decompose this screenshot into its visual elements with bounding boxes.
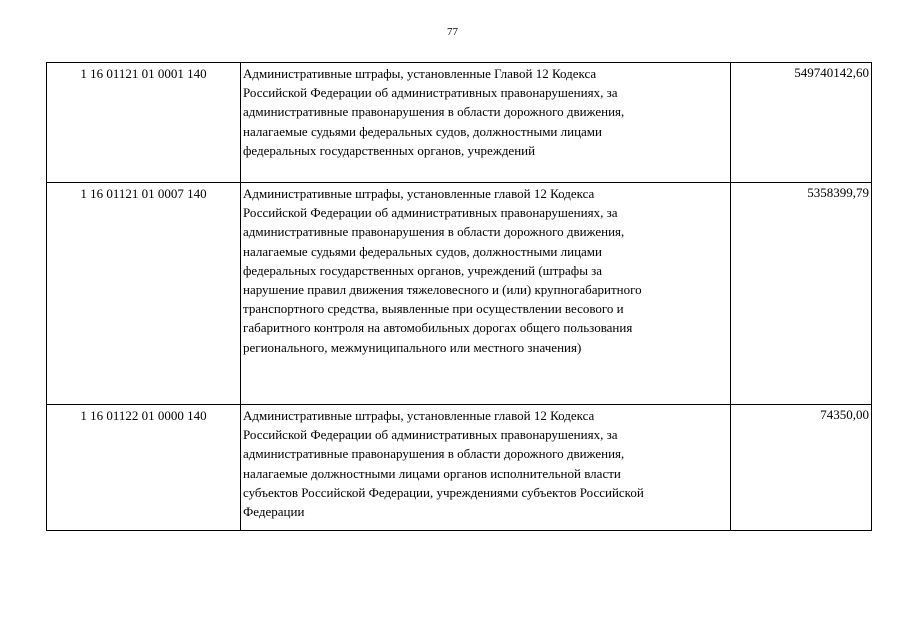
budget-code-cell xyxy=(47,405,241,531)
budget-code: 1 16 01122 01 0000 140 xyxy=(80,408,207,423)
description-text: Административные штрафы, установленные главой 12 Кодекса Российской Федерации об административных правонарушениях, за административные правонарушения в области дорожного движения, налагаемые судьями федеральных судов, должностными лицами федеральных государственных органов, учреждений (штрафы за нарушение правил движения тяжеловесного и (или) крупногабаритного транспортного средства, выявленные при осуществлении весового и габаритного контроля на автомобильных дорогах общего пользования регионального, межмуниципального или местного значения) xyxy=(243,186,642,355)
description-text: Административные штрафы, установленные Главой 12 Кодекса Российской Федерации об административных правонарушениях, за административные правонарушения в области дорожного движения, налагаемые судьями федеральных судов, должностными лицами федеральных государственных органов, учреждений xyxy=(243,66,625,158)
description-cell xyxy=(241,63,731,183)
description-cell xyxy=(241,405,731,531)
description-text: Административные штрафы, установленные главой 12 Кодекса Российской Федерации об административных правонарушениях, за административные правонарушения в области дорожного движения, налагаемые должностными лицами органов исполнительной власти субъектов Российской Федерации, учреждениями субъектов Российской Федерации xyxy=(243,408,644,520)
table-row xyxy=(47,183,872,405)
budget-code-cell xyxy=(47,63,241,183)
page-number: 77 xyxy=(447,26,458,38)
amount-cell: 549740142,60 xyxy=(731,63,872,183)
budget-code: 1 16 01121 01 0007 140 xyxy=(80,186,207,201)
budget-code: 1 16 01121 01 0001 140 xyxy=(80,66,207,81)
table-row xyxy=(47,405,872,531)
amount-cell: 74350,00 xyxy=(731,405,872,531)
table-row xyxy=(47,63,872,183)
amount-cell: 5358399,79 xyxy=(731,183,872,405)
description-cell xyxy=(241,183,731,405)
budget-revenue-table xyxy=(46,62,872,531)
budget-code-cell xyxy=(47,183,241,405)
